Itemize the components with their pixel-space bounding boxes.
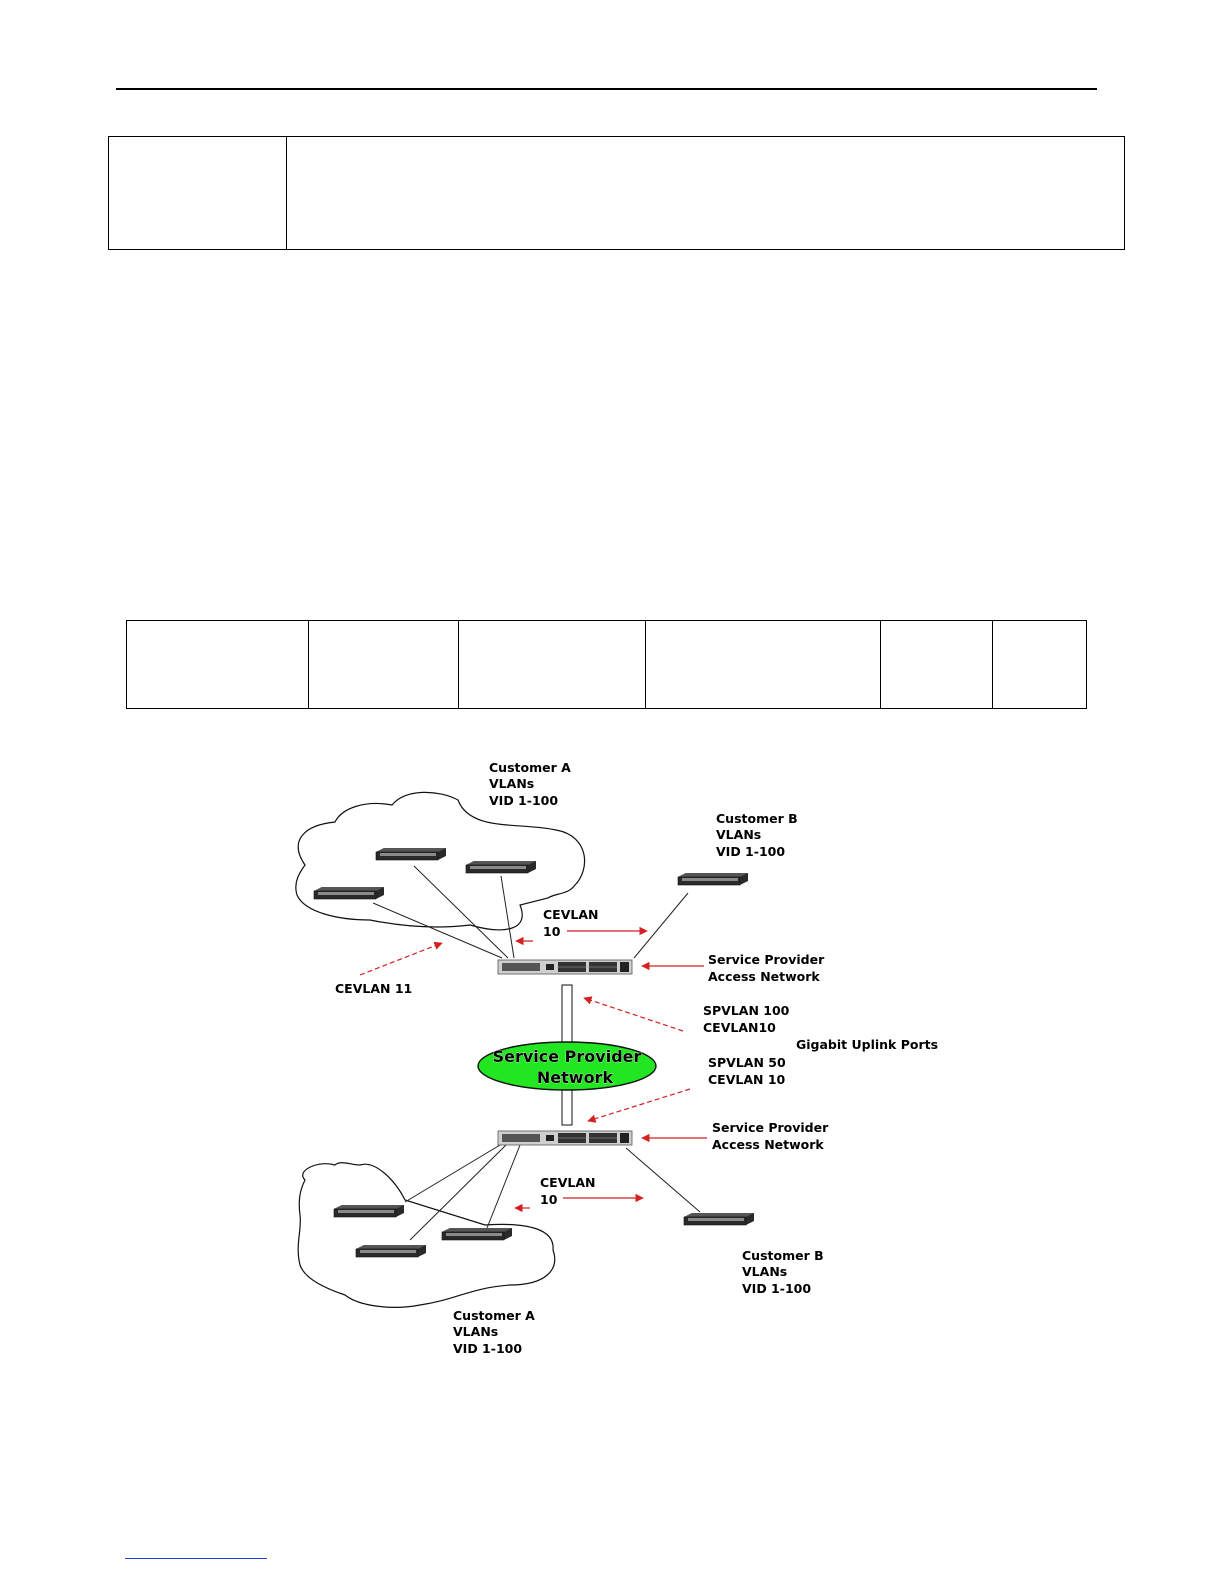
- footer-link-rule: [125, 1558, 267, 1559]
- sp-access-top-line1: Service Provider: [708, 952, 825, 967]
- edge-switch-icon: [678, 873, 748, 885]
- access-switch-icon: [498, 960, 632, 974]
- customer-a-cloud-bottom: [298, 1163, 555, 1308]
- gigabit-uplink-label: Gigabit Uplink Ports: [796, 1037, 939, 1052]
- customer-a-top-line3: VID 1-100: [489, 793, 559, 808]
- customer-b-top-line3: VID 1-100: [716, 844, 786, 859]
- customer-a-top-line2: VLANs: [489, 776, 535, 791]
- edge-switch-icon: [684, 1213, 754, 1225]
- customer-a-bottom-line2: VLANs: [453, 1324, 499, 1339]
- edge-switch-icon: [466, 861, 536, 873]
- edge-switch-icon: [314, 887, 384, 899]
- sp-network-label-1: Service Provider: [492, 1047, 642, 1066]
- spvlan-100-line1: SPVLAN 100: [703, 1003, 790, 1018]
- customer-b-top-line2: VLANs: [716, 827, 762, 842]
- customer-a-cloud-top: [296, 792, 585, 929]
- access-switch-icon: [498, 1131, 632, 1145]
- edge-switch-icon: [376, 848, 446, 860]
- customer-b-bottom-line3: VID 1-100: [742, 1281, 812, 1296]
- cevlan-10-bottom-line1: CEVLAN: [540, 1175, 596, 1190]
- customer-a-bottom-line3: VID 1-100: [453, 1341, 523, 1356]
- sp-access-bottom-line1: Service Provider: [712, 1120, 829, 1135]
- customer-a-top-line1: Customer A: [489, 760, 571, 775]
- cevlan-10-top-line2: 10: [543, 924, 561, 939]
- customer-b-top-line1: Customer B: [716, 811, 798, 826]
- spvlan-50-line2: CEVLAN 10: [708, 1072, 786, 1087]
- cevlan-10-top-line1: CEVLAN: [543, 907, 599, 922]
- customer-a-bottom-line1: Customer A: [453, 1308, 535, 1323]
- edge-switch-icon: [442, 1228, 512, 1240]
- cevlan-10-bottom-line2: 10: [540, 1192, 558, 1207]
- sp-network-label-2: Network: [536, 1068, 614, 1087]
- customer-b-bottom-line1: Customer B: [742, 1248, 824, 1263]
- edge-switch-icon: [334, 1205, 404, 1217]
- customer-b-bottom-line2: VLANs: [742, 1264, 788, 1279]
- sp-access-bottom-line2: Access Network: [712, 1137, 824, 1152]
- spvlan-100-line2: CEVLAN10: [703, 1020, 776, 1035]
- edge-switch-icon: [356, 1245, 426, 1257]
- sp-access-top-line2: Access Network: [708, 969, 820, 984]
- cevlan-11-label: CEVLAN 11: [335, 981, 413, 996]
- links-top: [373, 866, 688, 958]
- spvlan-50-line1: SPVLAN 50: [708, 1055, 786, 1070]
